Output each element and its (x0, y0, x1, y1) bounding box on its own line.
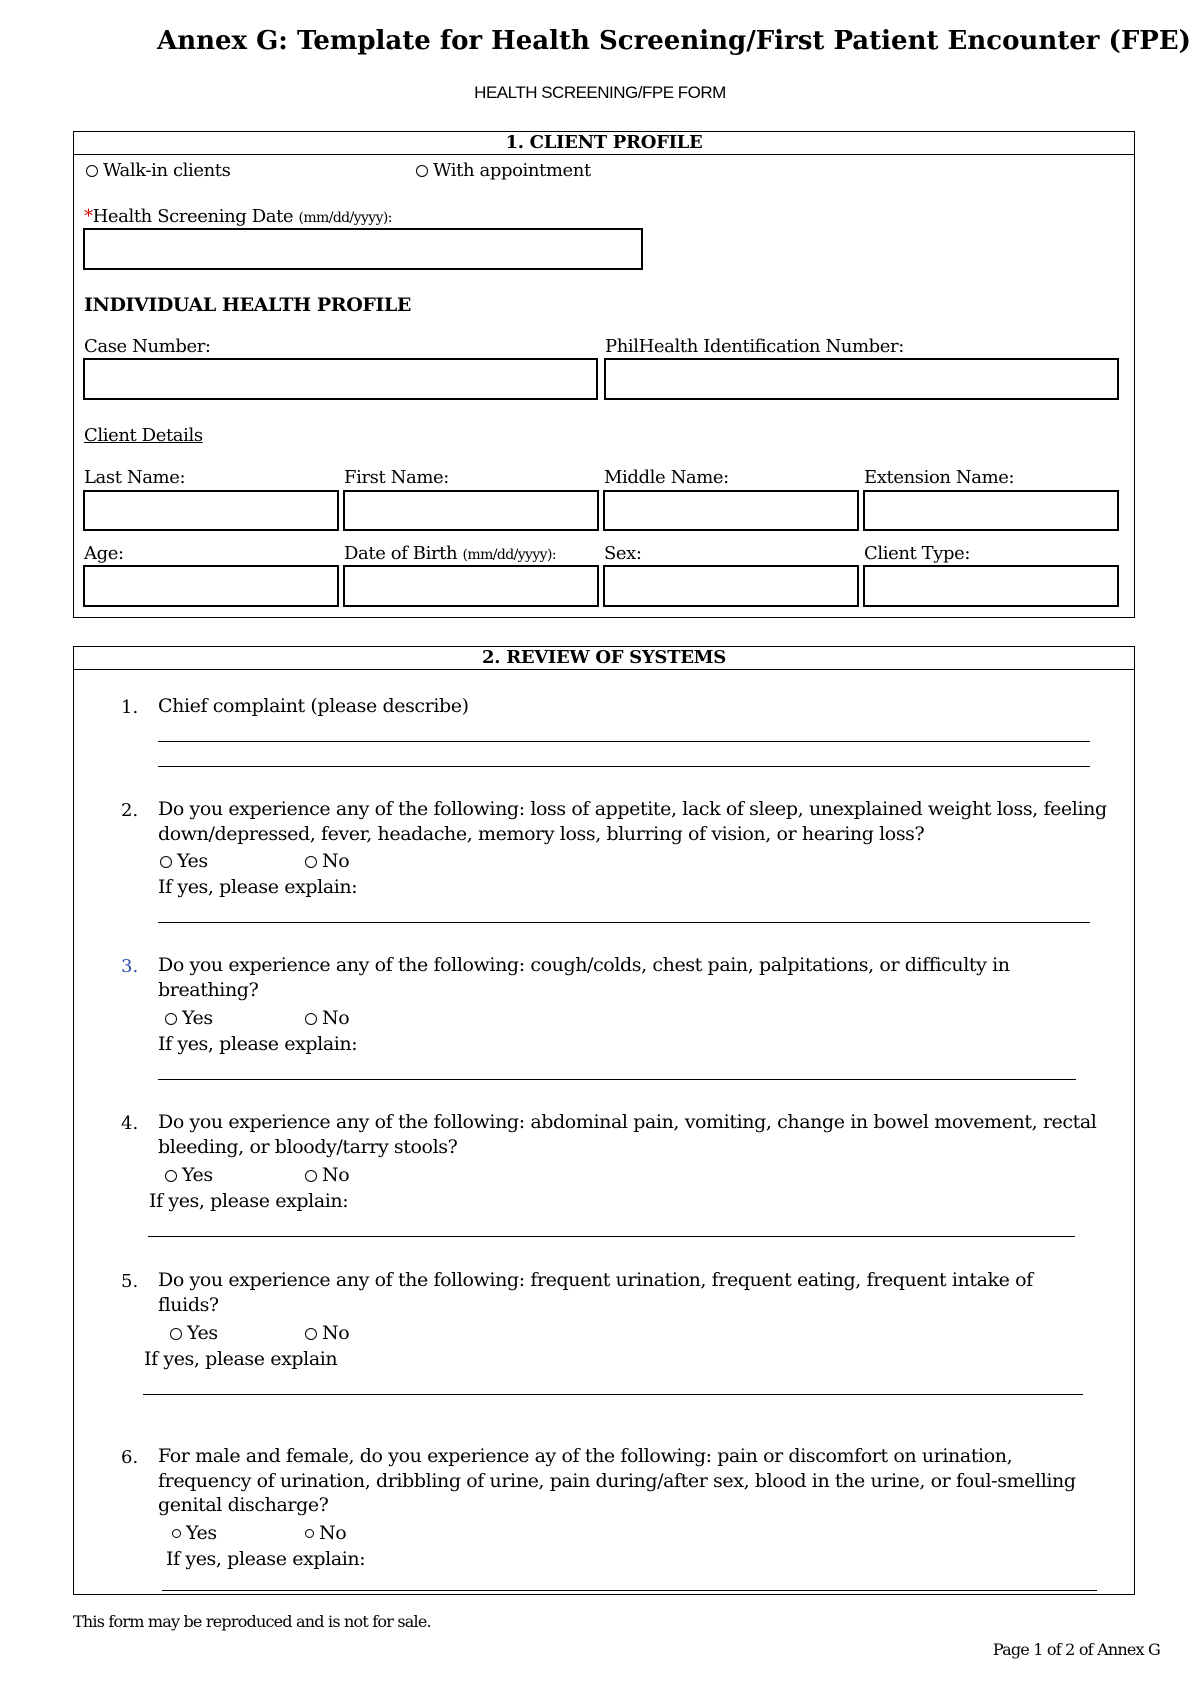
individual-health-heading: INDIVIDUAL HEALTH PROFILE (84, 294, 411, 316)
q5-no-radio[interactable] (305, 1322, 349, 1344)
q6-yes-radio[interactable] (172, 1522, 217, 1544)
question-number: 5. (121, 1271, 139, 1292)
radio-circle-icon (305, 1013, 317, 1025)
q3-no-radio[interactable] (305, 1007, 349, 1029)
yes-label: Yes (182, 1164, 213, 1186)
philhealth-input[interactable] (604, 358, 1119, 400)
middle-name-label: Middle Name: (604, 467, 729, 488)
no-label: No (322, 1007, 350, 1029)
first-name-input[interactable] (343, 490, 599, 531)
question-number: 2. (121, 800, 139, 821)
question-number: 1. (121, 697, 139, 718)
middle-name-input[interactable] (603, 490, 859, 531)
appointment-label: With appointment (433, 160, 591, 181)
radio-circle-icon (172, 1529, 181, 1538)
radio-circle-icon (86, 165, 98, 177)
answer-line-1b[interactable] (158, 766, 1090, 767)
required-mark: * (84, 206, 93, 227)
date-format-hint: (mm/dd/yyyy): (298, 210, 392, 226)
dob-text: Date of Birth (344, 543, 458, 564)
no-label: No (322, 1322, 350, 1344)
question-2-text: Do you experience any of the following: loss of appetite, lack of sleep, unexplained weight loss, feeling down/depressed, fever, headache, memory loss, blurring of vision, or hearing loss? (158, 798, 1107, 845)
q2-explain-label: If yes, please explain: (158, 876, 358, 898)
last-name-label: Last Name: (84, 467, 186, 488)
case-number-label: Case Number: (84, 336, 211, 357)
last-name-input[interactable] (83, 490, 339, 531)
q4-yes-radio[interactable] (165, 1164, 213, 1186)
yes-label: Yes (177, 850, 208, 872)
radio-circle-icon (305, 856, 317, 868)
yes-label: Yes (182, 1007, 213, 1029)
answer-line-3[interactable] (158, 1079, 1076, 1080)
yes-label: Yes (186, 1522, 217, 1544)
sex-label: Sex: (604, 543, 642, 564)
radio-circle-icon (165, 1170, 177, 1182)
appointment-radio[interactable] (416, 160, 591, 181)
radio-circle-icon (160, 856, 172, 868)
review-of-systems-heading: 2. REVIEW OF SYSTEMS (74, 647, 1134, 670)
question-1-text: Chief complaint (please describe) (158, 695, 469, 717)
no-label: No (322, 1164, 350, 1186)
q3-explain-label: If yes, please explain: (158, 1033, 358, 1055)
answer-line-4[interactable] (148, 1236, 1075, 1237)
radio-circle-icon (305, 1529, 314, 1538)
q4-explain-label: If yes, please explain: (149, 1190, 349, 1212)
extension-name-label: Extension Name: (864, 467, 1015, 488)
walkin-label: Walk-in clients (103, 160, 231, 181)
q5-explain-label: If yes, please explain (144, 1348, 338, 1370)
question-3-text: Do you experience any of the following: cough/colds, chest pain, palpitations, or difficulty in breathing? (158, 954, 1010, 1001)
question-number: 3. (121, 956, 139, 977)
radio-circle-icon (305, 1328, 317, 1340)
q6-no-radio[interactable] (305, 1522, 346, 1544)
client-type-input[interactable] (863, 565, 1119, 607)
answer-line-5[interactable] (143, 1394, 1083, 1395)
question-number: 4. (121, 1113, 139, 1134)
question-5-text: Do you experience any of the following: frequent urination, frequent eating, frequent intake of fluids? (158, 1269, 1033, 1316)
case-number-input[interactable] (83, 358, 598, 400)
radio-circle-icon (165, 1013, 177, 1025)
answer-line-6[interactable] (162, 1590, 1097, 1591)
page-title: Annex G: Template for Health Screening/First Patient Encounter (FPE) (157, 26, 1191, 56)
screening-date-label (84, 206, 392, 227)
dob-input[interactable] (343, 565, 599, 607)
first-name-label: First Name: (344, 467, 449, 488)
q5-yes-radio[interactable] (170, 1322, 218, 1344)
client-details-label: Client Details (84, 425, 203, 446)
screening-date-input[interactable] (83, 228, 643, 270)
sex-input[interactable] (603, 565, 859, 607)
dob-label (344, 543, 556, 564)
page-number: Page 1 of 2 of Annex G (992, 1640, 1160, 1659)
client-profile-heading: 1. CLIENT PROFILE (74, 132, 1134, 155)
q2-no-radio[interactable] (305, 850, 349, 872)
form-subtitle: HEALTH SCREENING/FPE FORM (474, 83, 726, 102)
yes-label: Yes (187, 1322, 218, 1344)
q4-no-radio[interactable] (305, 1164, 349, 1186)
philhealth-label: PhilHealth Identification Number: (605, 336, 904, 357)
client-type-label: Client Type: (864, 543, 971, 564)
question-4-text: Do you experience any of the following: abdominal pain, vomiting, change in bowel movement, rectal bleeding, or bloody/tarry stools? (158, 1111, 1097, 1158)
radio-circle-icon (305, 1170, 317, 1182)
extension-name-input[interactable] (863, 490, 1119, 531)
dob-format-hint: (mm/dd/yyyy): (462, 547, 556, 563)
age-label: Age: (84, 543, 124, 564)
screening-date-text: Health Screening Date (92, 206, 294, 227)
no-label: No (319, 1522, 347, 1544)
answer-line-1a[interactable] (158, 741, 1090, 742)
walkin-radio[interactable] (86, 160, 230, 181)
radio-circle-icon (170, 1328, 182, 1340)
question-6-text: For male and female, do you experience ay of the following: pain or discomfort on urination, frequency of urination, dribbling of urine, pain during/after sex, blood in the urine, or foul-smelling genital discharge? (158, 1445, 1076, 1516)
question-number: 6. (121, 1447, 139, 1468)
q6-explain-label: If yes, please explain: (166, 1548, 366, 1570)
age-input[interactable] (83, 565, 339, 607)
answer-line-2[interactable] (158, 922, 1090, 923)
radio-circle-icon (416, 165, 428, 177)
footer-note: This form may be reproduced and is not for sale. (73, 1612, 431, 1631)
no-label: No (322, 850, 350, 872)
q2-yes-radio[interactable] (160, 850, 208, 872)
q3-yes-radio[interactable] (165, 1007, 213, 1029)
